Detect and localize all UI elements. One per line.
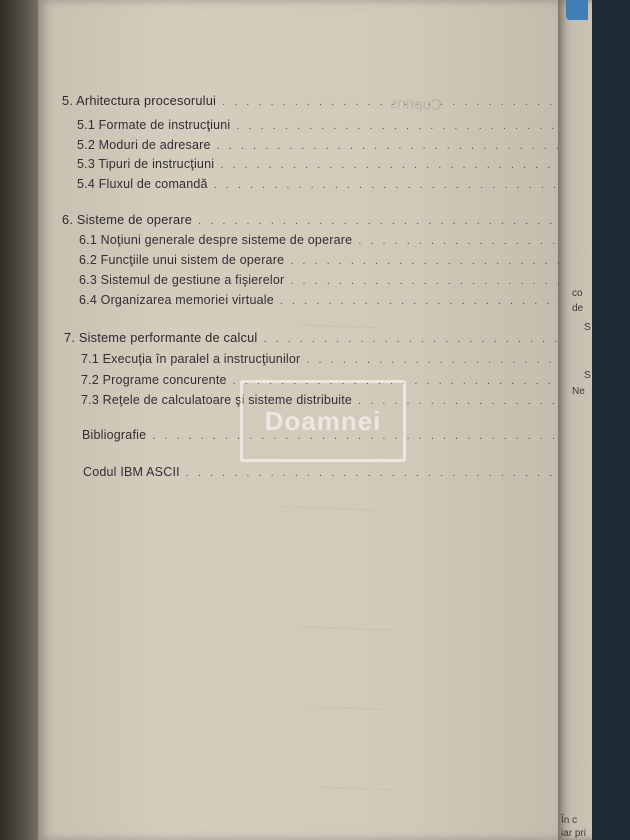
toc-entry xyxy=(77,138,560,152)
toc-label: 7.3 Reţele de calculatoare şi sisteme distribuite xyxy=(81,393,353,407)
dot-leader xyxy=(186,467,560,479)
dot-leader xyxy=(263,333,560,345)
toc-entry xyxy=(77,118,560,132)
toc-label: 5.2 Moduri de adresare xyxy=(77,138,211,152)
toc-entry xyxy=(77,157,560,171)
toc-label: 6.2 Funcţiile unui sistem de operare xyxy=(79,253,285,267)
facing-page-text: de xyxy=(572,303,584,314)
toc-label: 5.3 Tipuri de instrucţiuni xyxy=(77,157,215,171)
toc-entry xyxy=(62,212,560,227)
toc-label: 6.4 Organizarea memoriei virtuale xyxy=(79,293,274,307)
toc-label: 6.1 Noţiuni generale despre sisteme de operare xyxy=(79,233,353,247)
dot-leader xyxy=(214,179,560,191)
facing-page-text: Ne xyxy=(572,386,585,397)
facing-page-text: S xyxy=(584,322,591,333)
bleed-through-text: ........................... xyxy=(299,316,383,332)
toc-entry xyxy=(79,273,560,287)
facing-page-text: În c xyxy=(561,815,578,826)
toc-entry xyxy=(83,465,560,479)
toc-entry xyxy=(82,428,560,442)
bleed-through-text: ................................ xyxy=(279,498,378,514)
toc-entry xyxy=(81,352,560,366)
dot-leader xyxy=(198,215,560,227)
dot-leader xyxy=(220,159,560,171)
toc-label: 7.2 Programe concurente xyxy=(81,373,227,387)
facing-page-text: iar pri xyxy=(561,828,587,839)
toc-label: 6.3 Sistemul de gestiune a fişierelor xyxy=(79,273,285,287)
dot-leader xyxy=(290,275,560,287)
dot-leader xyxy=(152,430,560,442)
toc-label: 5.4 Fluxul de comandă xyxy=(77,177,208,191)
bleed-through-text: .......................... xyxy=(309,698,390,714)
toc-label: 7. Sisteme performante de calcul xyxy=(64,330,258,345)
toc-label: Bibliografie xyxy=(82,428,147,442)
bleed-through-text: .............................. xyxy=(299,618,392,634)
dot-leader xyxy=(306,354,560,366)
dot-leader xyxy=(290,255,560,267)
dot-leader xyxy=(280,295,560,307)
toc-entry xyxy=(79,233,560,247)
toc-entry xyxy=(81,393,560,407)
facing-page-text: S xyxy=(584,370,591,381)
toc-entry xyxy=(62,93,560,108)
dot-leader xyxy=(358,235,560,247)
dot-leader xyxy=(217,140,560,152)
toc-label: 7.1 Execuţia în paralel a instrucţiunilor xyxy=(81,352,301,366)
facing-page-text: co xyxy=(572,288,583,299)
toc-entry xyxy=(79,293,560,307)
dot-leader xyxy=(358,395,560,407)
toc-label: 5. Arhitectura procesorului xyxy=(62,93,217,108)
toc-entry xyxy=(77,177,560,191)
toc-entry xyxy=(81,373,560,387)
toc-entry xyxy=(64,330,560,345)
dot-leader xyxy=(236,120,560,132)
toc-label: Codul IBM ASCII xyxy=(83,465,180,479)
dot-leader xyxy=(233,375,560,387)
toc-label: 6. Sisteme de operare xyxy=(62,212,193,227)
bleed-through-text: ........................ xyxy=(319,778,394,794)
watermark-logo: Doamnei xyxy=(240,380,406,462)
toc-label: 5.1 Formate de instrucţiuni xyxy=(77,118,231,132)
toc-entry xyxy=(79,253,560,267)
dot-leader xyxy=(222,96,560,108)
bleed-through-text: Cuprins xyxy=(389,95,442,114)
